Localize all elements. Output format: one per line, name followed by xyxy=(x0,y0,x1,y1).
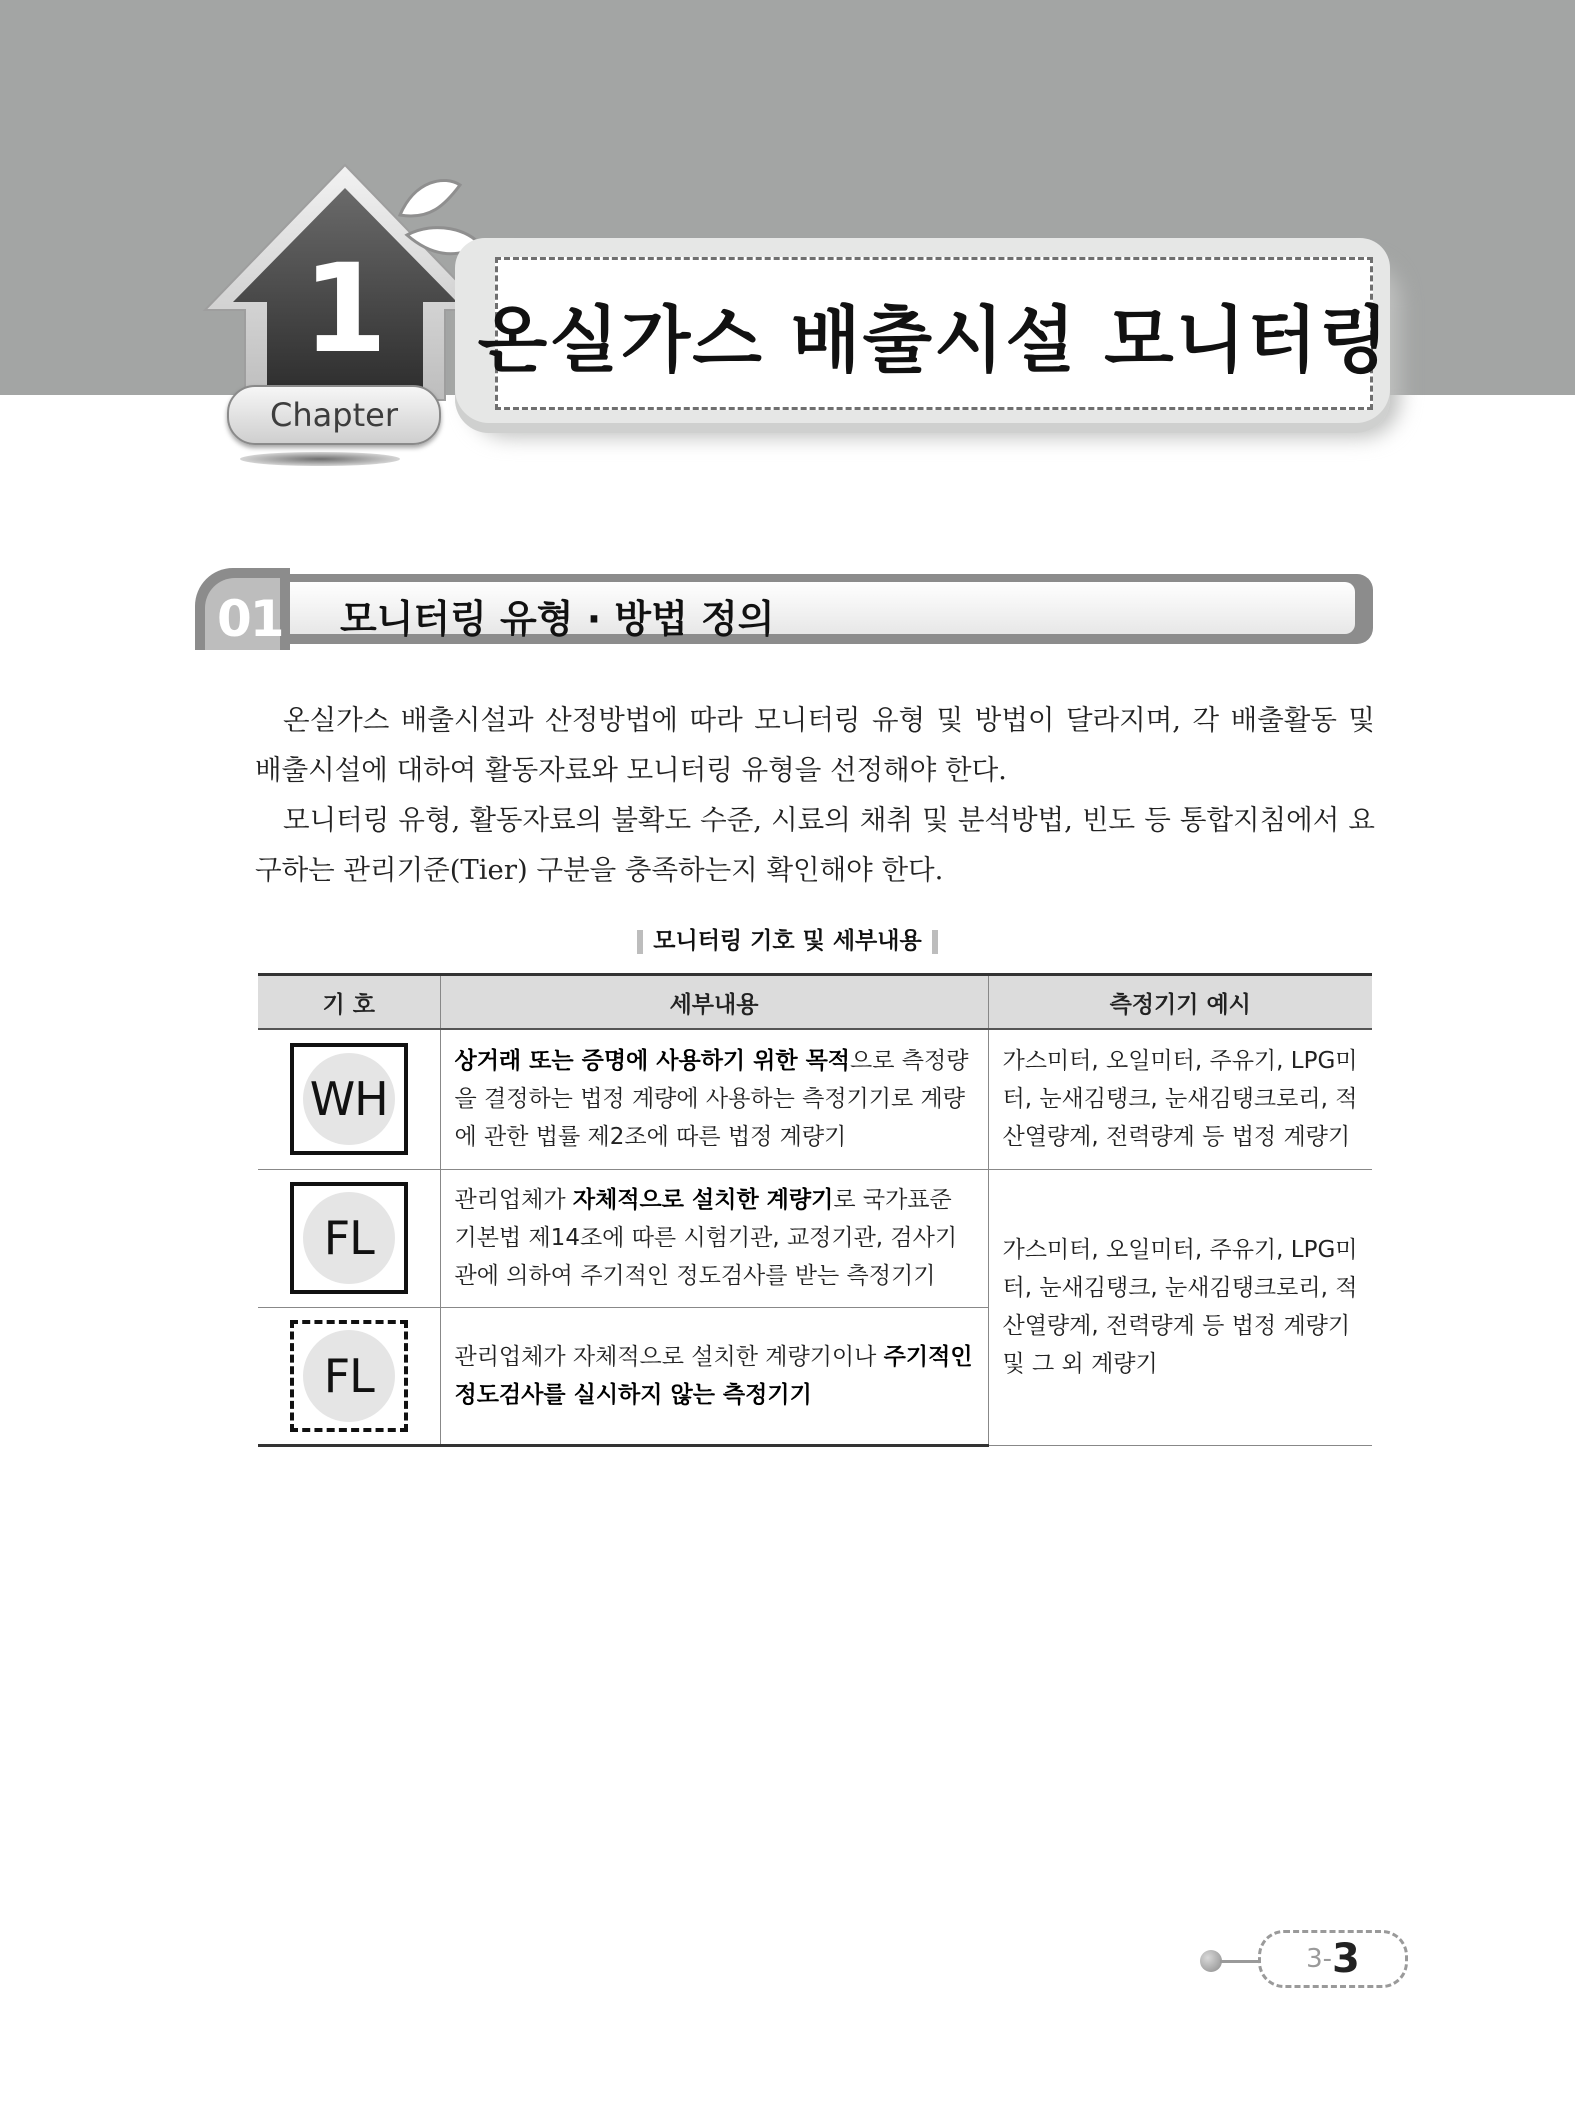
section-heading xyxy=(195,568,1375,650)
section-title: 모니터링 유형 · 방법 정의 xyxy=(340,597,775,641)
symbol-cell xyxy=(258,1307,440,1445)
page-number: 3 xyxy=(1332,1936,1360,1982)
body-text xyxy=(255,695,1375,895)
page-prefix: 3- xyxy=(1306,1944,1333,1974)
chapter-title-frame xyxy=(477,257,1391,410)
detail-text: 관리업체가 xyxy=(454,1187,573,1213)
page-dot-icon xyxy=(1200,1950,1222,1972)
chapter-title: 온실가스 배출시설 모니터링 xyxy=(477,297,1391,382)
detail-cell xyxy=(440,1307,988,1445)
chapter-emblem-shadow xyxy=(240,452,400,466)
detail-cell xyxy=(440,1029,988,1169)
detail-bold: 자체적으로 설치한 계량기 xyxy=(572,1187,834,1213)
fl-symbol: FL xyxy=(303,1330,395,1422)
detail-text: 으로 측정량을 결정하는 법정 계량에 사용하는 측정기기로 계량에 관한 법률 제2조에 따른 법정 계량기 xyxy=(454,1048,969,1151)
page-number-badge xyxy=(1200,1928,1415,1990)
chapter-house-emblem xyxy=(195,160,495,470)
paragraph: 온실가스 배출시설과 산정방법에 따라 모니터링 유형 및 방법이 달라지며, 각 배출활동 및 배출시설에 대하여 활동자료와 모니터링 유형을 선정해야 한다. xyxy=(255,704,1375,786)
wh-symbol-box xyxy=(290,1043,408,1155)
page-connector xyxy=(1220,1960,1260,1963)
detail-text: 로 국가표준기본법 제14조에 따른 시험기관, 교정기관, 검사기관에 의하여 주기적인 정도검사를 받는 측정기기 xyxy=(454,1187,958,1289)
header-symbol: 기 호 xyxy=(258,975,440,1030)
example-cell: 가스미터, 오일미터, 주유기, LPG미터, 눈새김탱크, 눈새김탱크로리, 적산열량계, 전력량계 등 법정 계량기 xyxy=(988,1029,1372,1169)
table-row xyxy=(258,1029,1372,1169)
detail-cell xyxy=(440,1169,988,1307)
paragraph: 모니터링 유형, 활동자료의 불확도 수준, 시료의 채취 및 분석방법, 빈도 등 통합지침에서 요구하는 관리기준(Tier) 구분을 충족하는지 확인해야 한다. xyxy=(255,804,1375,886)
table-caption-text: 모니터링 기호 및 세부내용 xyxy=(653,928,922,954)
page-tag xyxy=(1258,1930,1408,1988)
wh-symbol: WH xyxy=(303,1053,395,1145)
chapter-label: Chapter xyxy=(227,385,441,445)
caption-bar-left xyxy=(637,930,643,954)
header-detail: 세부내용 xyxy=(440,975,988,1030)
table-row xyxy=(258,1169,1372,1307)
symbol-cell xyxy=(258,1029,440,1169)
fl-dashed-symbol-box xyxy=(290,1320,408,1432)
detail-bold: 주기적인 정도검사를 실시하지 않는 측정기기 xyxy=(454,1343,973,1408)
monitoring-table xyxy=(258,973,1372,1447)
caption-bar-right xyxy=(932,930,938,954)
header-example: 측정기기 예시 xyxy=(988,975,1372,1030)
table-caption xyxy=(0,922,1575,955)
example-cell: 가스미터, 오일미터, 주유기, LPG미터, 눈새김탱크, 눈새김탱크로리, 적산열량계, 전력량계 등 법정 계량기 및 그 외 계량기 xyxy=(988,1169,1372,1445)
chapter-number: 1 xyxy=(302,238,388,380)
fl-symbol-box xyxy=(290,1182,408,1294)
fl-symbol: FL xyxy=(303,1192,395,1284)
table-header-row xyxy=(258,975,1372,1030)
section-number: 01 xyxy=(217,590,283,648)
symbol-cell xyxy=(258,1169,440,1307)
detail-bold: 상거래 또는 증명에 사용하기 위한 목적 xyxy=(454,1048,851,1075)
detail-text: 관리업체가 자체적으로 설치한 계량기이나 xyxy=(454,1343,884,1370)
